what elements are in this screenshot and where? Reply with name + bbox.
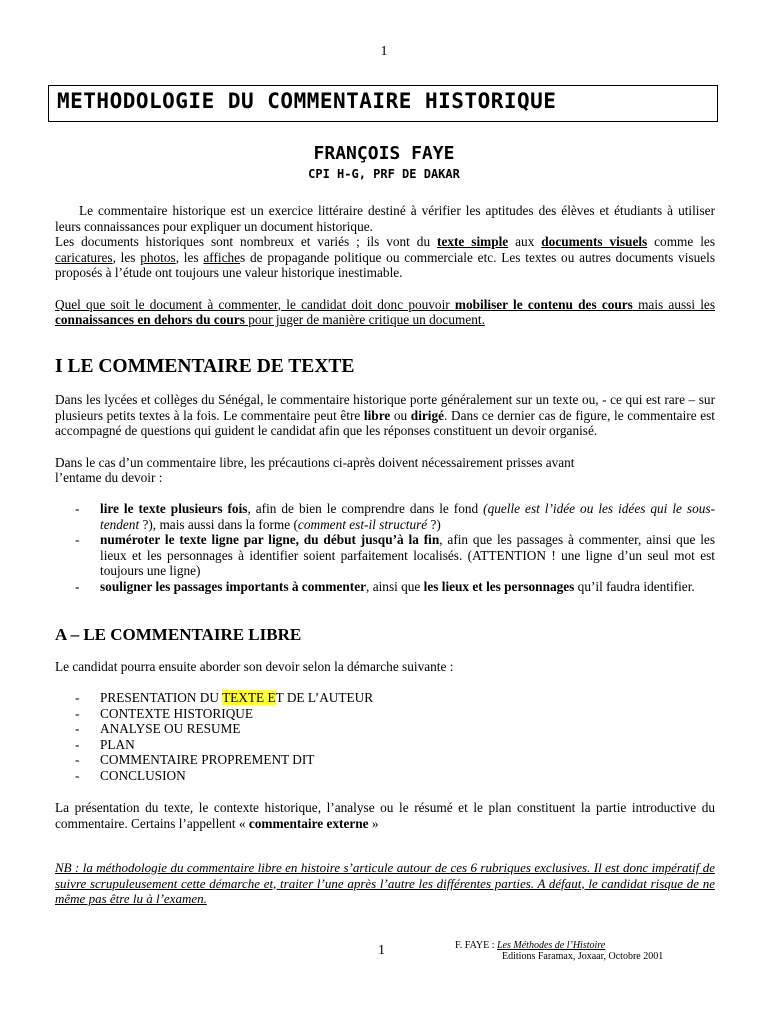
- list-item: - CONTEXTE HISTORIQUE: [75, 705, 254, 721]
- section-1-heading: I LE COMMENTAIRE DE TEXTE: [55, 356, 355, 377]
- precautions-list: [75, 501, 715, 594]
- section-a-heading: A – LE COMMENTAIRE LIBRE: [55, 625, 302, 644]
- intro-section: [55, 203, 715, 328]
- list-item: - lire le texte plusieurs fois, afin de bien le comprendre dans le fond (quelle est l’idée ou les idées qui le sous-tendent ?), mais aussi dans la forme (comment est-il structuré ?): [75, 501, 716, 532]
- section-a-intro: Le candidat pourra ensuite aborder son devoir selon la démarche suivante :: [55, 659, 454, 674]
- section-1-paragraph-1: Dans les lycées et collèges du Sénégal, le commentaire historique porte généralement sur un texte ou, - ce qui est rare – sur plusieurs petits textes à la fois. Le commentaire peut être libre ou dirigé. Dans ce dernier cas de figure, le commentaire est accompagné de questions qui guident le candidat afin que les réponses constituent un devoir organisé.: [55, 392, 715, 438]
- section-1-body: [55, 392, 715, 486]
- list-item: - ANALYSE OU RESUME: [75, 721, 241, 736]
- book-title: Les Méthodes de l’Histoire: [497, 940, 606, 951]
- list-item: - COMMENTAIRE PROPREMENT DIT: [75, 752, 315, 767]
- page-number-top: 1: [380, 44, 388, 59]
- list-item: - numéroter le texte ligne par ligne, du début jusqu’à la fin, afin que les passages à commenter, ainsi que les lieux et les personnages à identifier soient parfaitement localisés. (ATTENTION ! une ligne d’un seul mot est toujours une ligne): [75, 532, 715, 578]
- document-title: METHODOLOGIE DU COMMENTAIRE HISTORIQUE: [48, 85, 718, 122]
- list-item: - PLAN: [75, 736, 135, 752]
- photos-term: photos: [140, 249, 176, 265]
- nb-note: NB : la méthodologie du commentaire libre en histoire s’articule autour de ces 6 rubriques exclusives. Il est donc impératif de suivre scrupuleusement cette démarche et, traiter l’une après l’autre les différentes parties. A défaut, le candidat risque de ne même pas être lu à l’examen.: [55, 860, 715, 906]
- footer-citation: F. FAYE : Les Méthodes de l’Histoire Editions Faramax, Joxaar, Octobre 2001: [455, 940, 664, 962]
- steps-list: [75, 690, 715, 783]
- publisher-line: Editions Faramax, Joxaar, Octobre 2001: [502, 951, 664, 962]
- affiches-term: affiche: [203, 249, 241, 265]
- author-affiliation: CPI H-G, PRF DE DAKAR: [308, 167, 460, 181]
- intro-paragraph-1: Le commentaire historique est un exercice littéraire destiné à vérifier les aptitudes des élèves et étudiants à utiliser leurs connaissances pour expliquer un document historique.: [55, 203, 715, 234]
- intro-paragraph-3: Quel que soit le document à commenter, le candidat doit donc pouvoir mobiliser le contenu des cours mais aussi les connaissances en dehors du cours pour juger de manière critique un document.: [55, 296, 715, 327]
- caricatures-term: caricatures: [55, 249, 113, 265]
- texte-simple-term: texte simple: [437, 234, 509, 249]
- connaissances-term: connaissances en dehors du cours: [55, 312, 245, 327]
- documents-visuels-term: documents visuels: [541, 234, 648, 249]
- highlighted-text: TEXTE E: [222, 690, 276, 705]
- section-a-summary: La présentation du texte, le contexte historique, l’analyse ou le résumé et le plan constituent la partie introductive du commentaire. Certains l’appellent « commentaire externe »: [55, 800, 715, 831]
- intro-paragraph-2: Les documents historiques sont nombreux et variés ; ils vont du texte simple aux documents visuels comme les caricatures, les photos, les affiches de propagande politique ou commerciale etc. Les textes ou autres documents visuels proposés à l’étude ont toujours une valeur historique inestimable.: [55, 234, 715, 280]
- list-item: - PRESENTATION DU TEXTE ET DE L’AUTEUR: [75, 690, 374, 705]
- list-item: - souligner les passages importants à commenter, ainsi que les lieux et les personnages qu’il faudra identifier.: [75, 578, 695, 594]
- section-1-paragraph-2-line-1: Dans le cas d’un commentaire libre, les précautions ci-après doivent nécessairement prisses avant: [55, 454, 575, 470]
- page-number-bottom: 1: [378, 943, 385, 958]
- commentaire-externe-term: commentaire externe: [248, 815, 369, 831]
- section-1-paragraph-2-line-2: l’entame du devoir :: [55, 470, 163, 485]
- list-item: - CONCLUSION: [75, 767, 186, 783]
- mobiliser-term: mobiliser le contenu des cours: [454, 296, 633, 312]
- author-name: FRANÇOIS FAYE: [313, 143, 455, 164]
